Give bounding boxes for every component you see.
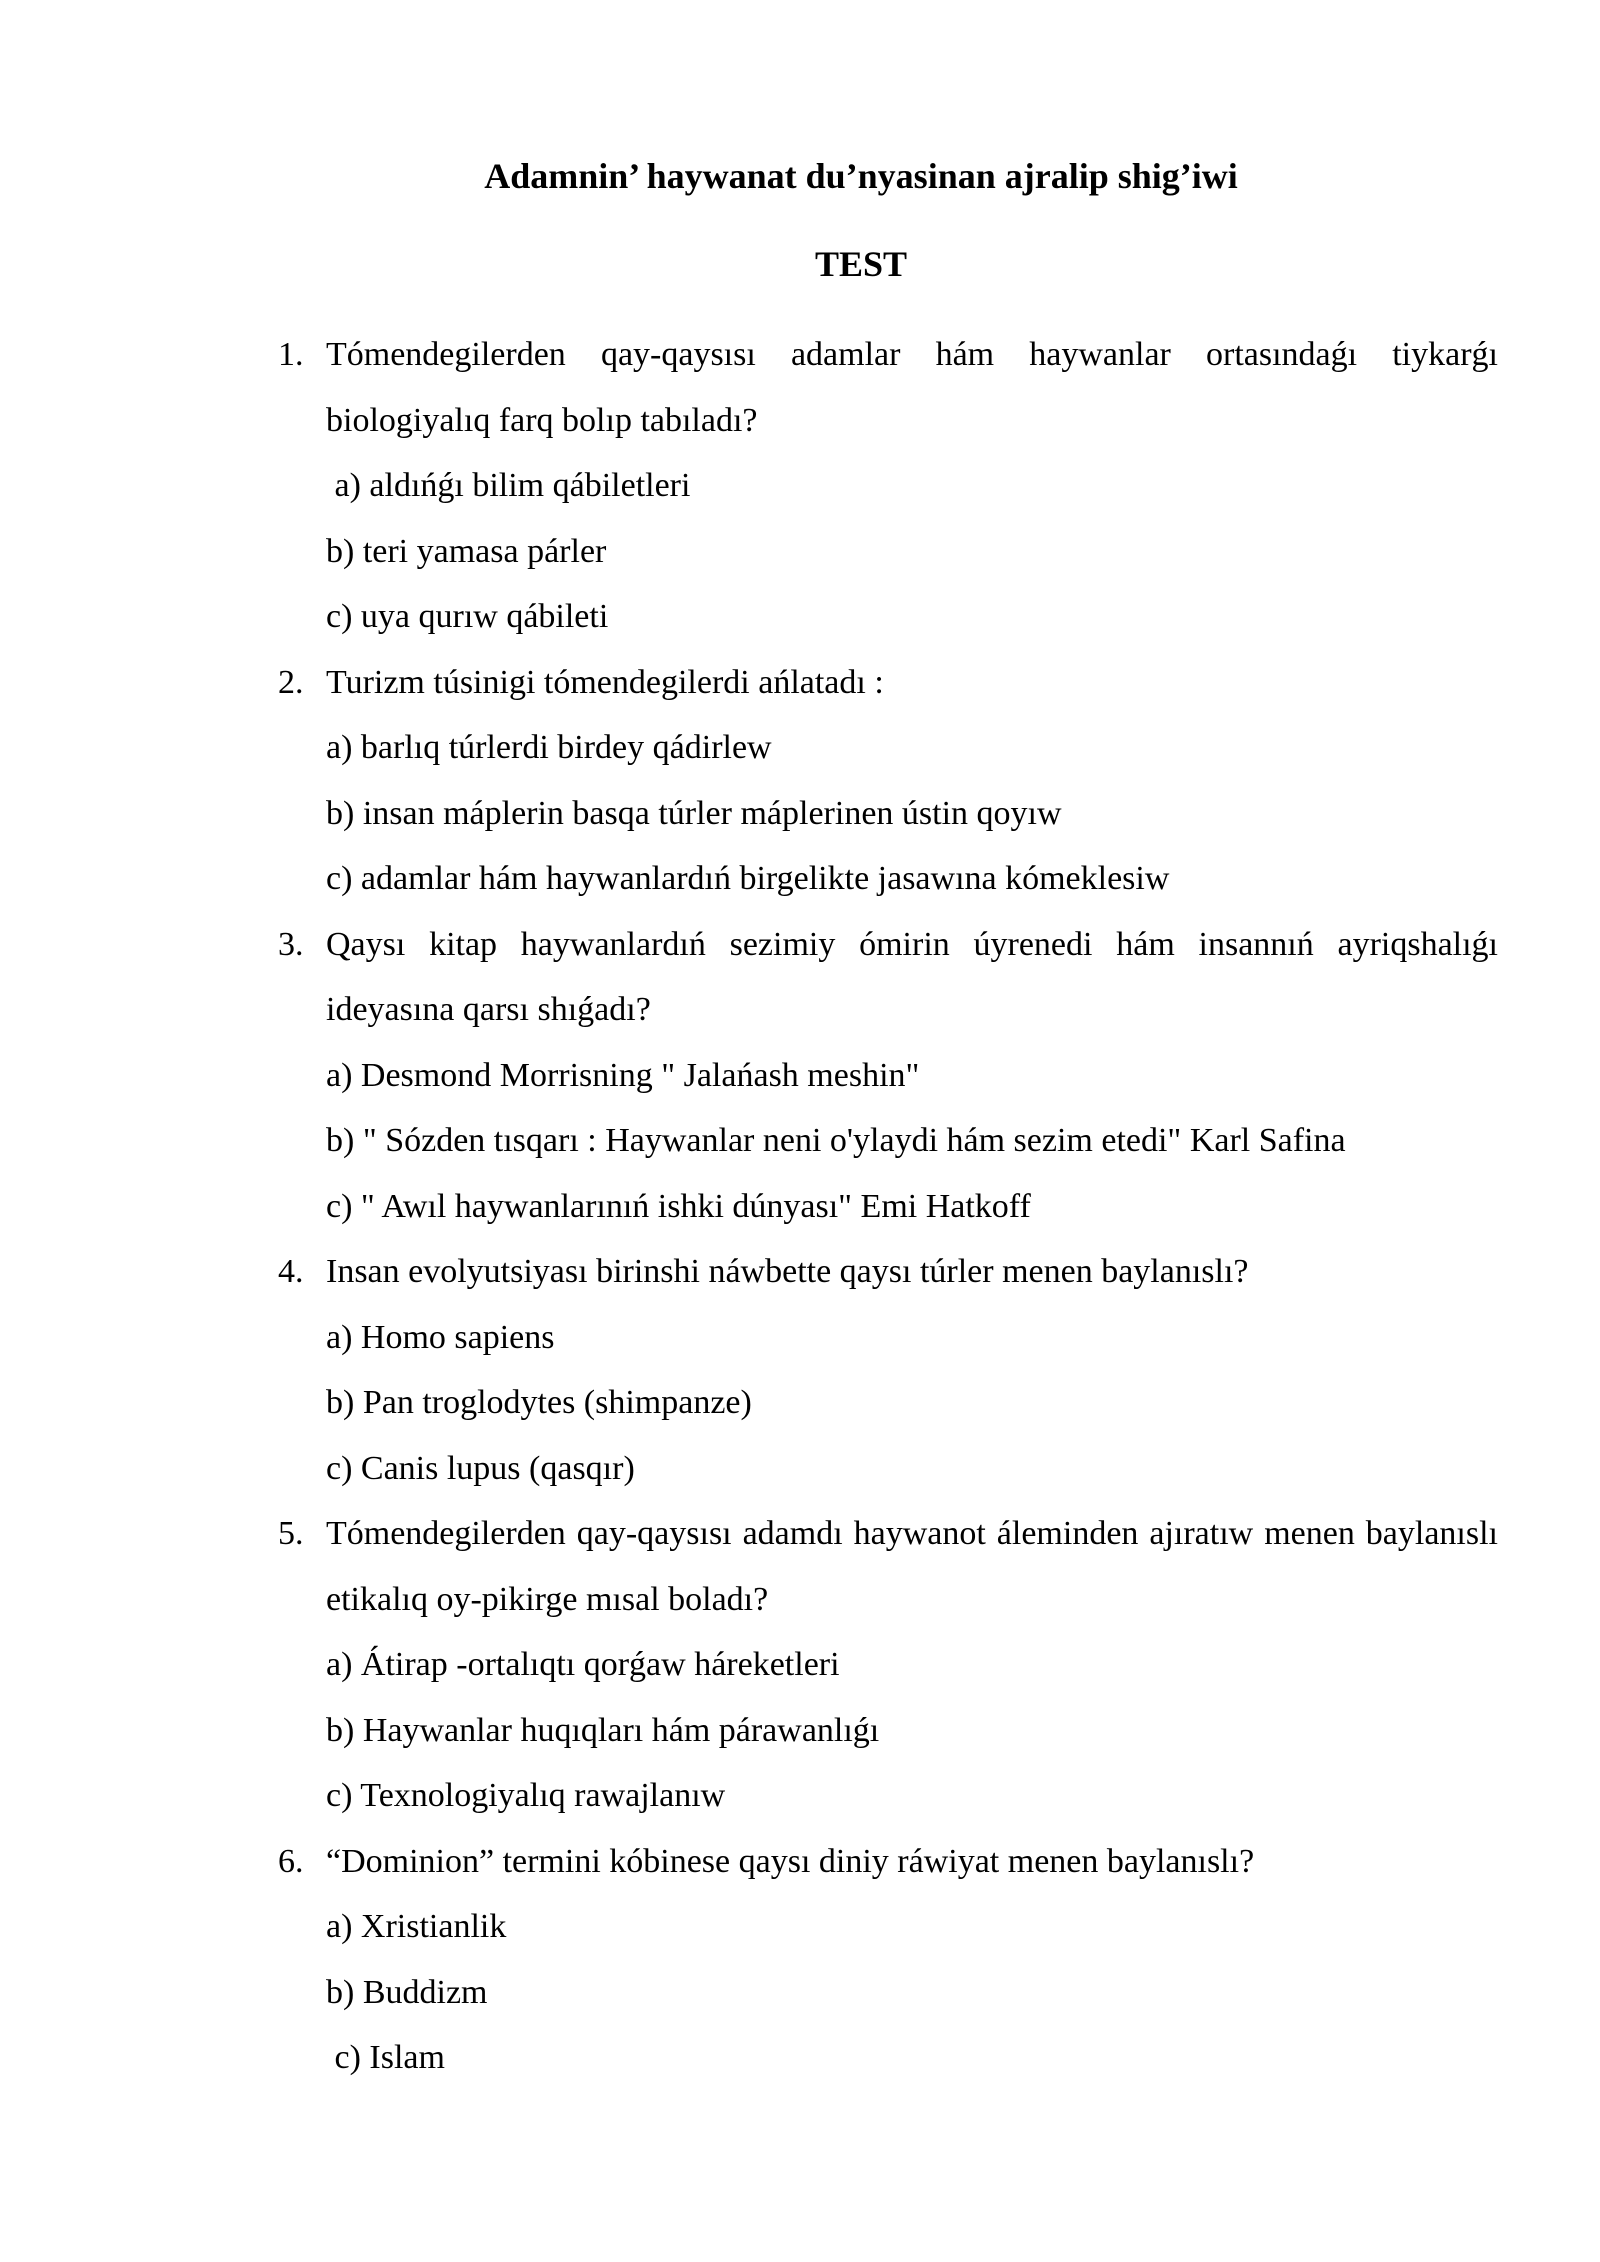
answer-options	[326, 1894, 1498, 2091]
answer-option: c) Islam	[326, 2039, 445, 2076]
question-item	[272, 1239, 1498, 1501]
answer-option: b) Haywanlar huqıqları hám párawanlıǵı	[326, 1711, 880, 1749]
document-subtitle: TEST	[814, 244, 908, 284]
answer-option: b) Pan troglodytes (shimpanze)	[326, 1384, 752, 1421]
question-text: Tómendegilerden qay-qaysısı adamdı haywanot áleminden ajıratıw menen baylanıslı etikalıq oy-pikirge mısal boladı?	[326, 1515, 1498, 1618]
answer-option: a) Desmond Morrisning " Jalańash meshin"	[326, 1056, 920, 1094]
question-text: Turizm túsinigi tómendegilerdi ańlatadı :	[326, 663, 884, 701]
answer-options	[326, 715, 1498, 912]
question-item	[272, 912, 1498, 1240]
question-item	[272, 322, 1498, 650]
question-number: 6.	[278, 1842, 304, 1880]
question-number: 4.	[278, 1253, 304, 1290]
answer-option: c) " Awıl haywanlarınıń ishki dúnyası" Emi Hatkoff	[326, 1187, 1031, 1225]
question-text: Insan evolyutsiyası birinshi náwbette qaysı túrler menen baylanıslı?	[326, 1253, 1249, 1290]
answer-option: c) Canis lupus (qasqır)	[326, 1449, 635, 1487]
answer-option: c) Texnologiyalıq rawajlanıw	[326, 1777, 726, 1814]
answer-options	[326, 1043, 1498, 1240]
answer-options	[326, 1305, 1498, 1502]
answer-option: c) adamlar hám haywanlardıń birgelikte jasawına kómeklesiw	[326, 860, 1170, 897]
question-text: “Dominion” termini kóbinese qaysı diniy ráwiyat menen baylanıslı?	[326, 1842, 1255, 1880]
answer-option: c) uya qurıw qábileti	[326, 598, 609, 635]
answer-option: a) aldıńǵı bilim qábiletleri	[326, 467, 691, 504]
answer-options	[326, 453, 1498, 650]
answer-option: b) Buddizm	[326, 1973, 488, 2011]
question-number: 3.	[278, 925, 304, 963]
answer-option: a) barlıq túrlerdi birdey qádirlew	[326, 729, 772, 766]
question-number: 1.	[278, 336, 304, 373]
answer-option: a) Xristianlik	[326, 1908, 507, 1945]
answer-option: b) teri yamasa párler	[326, 532, 607, 570]
answer-option: b) insan máplerin basqa túrler máplerinen ústin qoyıw	[326, 794, 1062, 832]
question-item	[272, 1501, 1498, 1829]
answer-option: b) " Sózden tısqarı : Haywanlar neni o'ylaydi hám sezim etedi" Karl Safina	[326, 1122, 1346, 1159]
question-text: Qaysı kitap haywanlardıń sezimiy ómirin úyrenedi hám insannıń ayriqshalıǵı ideyasına qarsı shıǵadı?	[326, 925, 1498, 1028]
answer-options	[326, 1632, 1498, 1829]
answer-option: a) Homo sapiens	[326, 1318, 555, 1356]
question-item	[272, 650, 1498, 912]
question-item	[272, 1829, 1498, 2091]
question-text: Tómendegilerden qay-qaysısı adamlar hám haywanlar ortasındaǵı tiykarǵı biologiyalıq farq bolıp tabıladı?	[326, 336, 1498, 439]
answer-option: a) Átirap -ortalıqtı qorǵaw háreketleri	[326, 1646, 840, 1683]
question-number: 5.	[278, 1515, 304, 1552]
document-title: Adamnin’ haywanat du’nyasinan ajralip shig’iwi	[484, 156, 1238, 196]
question-number: 2.	[278, 663, 304, 701]
question-list	[272, 322, 1498, 2091]
